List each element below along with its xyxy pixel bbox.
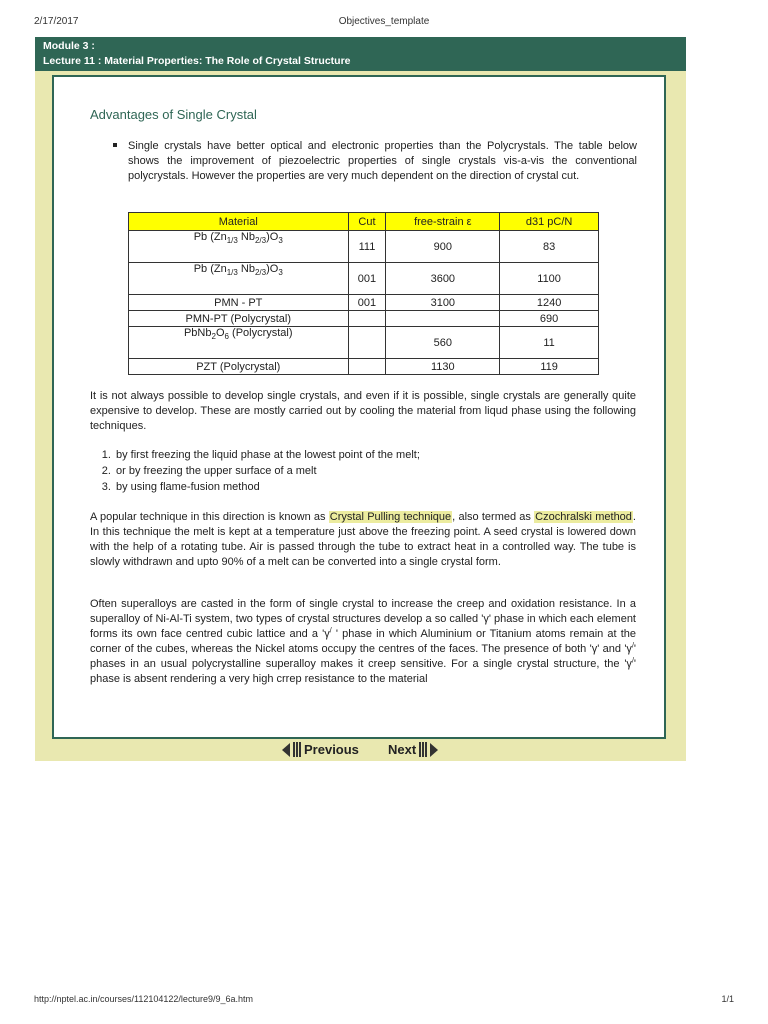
cell-material: $PbNb_2O_6$ (Polycrystal)	[129, 327, 349, 359]
link-crystal-pulling[interactable]: Crystal Pulling technique	[329, 511, 452, 523]
cell-d31: 119	[500, 359, 599, 375]
cell-cut: 001	[348, 263, 386, 295]
list-item: 1. by first freezing the liquid phase at the lowest point of the melt;	[114, 447, 660, 463]
cell-material: Pb ($Zn_{1/3}$ $Nb_{2/3})O_3$	[129, 263, 349, 295]
previous-button[interactable]	[282, 742, 359, 757]
header-cut: Cut	[348, 213, 386, 231]
header-d31: d31 pC/N	[500, 213, 599, 231]
print-header	[34, 16, 734, 30]
table-row	[129, 311, 599, 327]
page-url: http://nptel.ac.in/courses/112104122/lecture9/9_6a.htm	[34, 994, 253, 1004]
header-material: Material	[129, 213, 349, 231]
table-row	[129, 327, 599, 359]
next-button[interactable]	[388, 742, 438, 757]
cell-free-strain: 3600	[386, 263, 500, 295]
paragraph-crystal-pulling: A popular technique in this direction is known as Crystal Pulling technique, also termed as Czochralski method. In this technique the melt is kept at a temperature just above the freezing point. A seed crystal is lowered down with the help of a rotating tube. Air is passed through the tube to extract heat in a controlled way. The tube is slowly withdrawn and upto 90% of a melt can be converted into a single crystal form.	[90, 511, 636, 568]
print-footer	[34, 994, 734, 1008]
print-date: 2/17/2017	[34, 16, 79, 27]
cell-free-strain	[386, 311, 500, 327]
arrow-left-icon	[282, 743, 290, 757]
bullet-text: Single crystals have better optical and electronic properties than the Polycrystals. The table below shows the improvement of piezoelectric properties of single crystals vis-a-vis the conventional polycrystals. However the properties are very much dependent on the direction of crystal cut.	[128, 140, 637, 182]
cell-d31: 1240	[500, 295, 599, 311]
cell-d31: 11	[500, 327, 599, 359]
cell-free-strain: 3100	[386, 295, 500, 311]
table-row	[129, 231, 599, 263]
link-czochralski[interactable]: Czochralski method	[535, 511, 632, 523]
cell-cut: 001	[348, 295, 386, 311]
page-navigation	[282, 742, 442, 762]
cell-d31: 1100	[500, 263, 599, 295]
list-item: 3. by using flame-fusion method	[114, 479, 660, 495]
print-title: Objectives_template	[338, 16, 430, 27]
section-title: Advantages of Single Crystal	[90, 107, 257, 122]
paragraph-superalloys: Often superalloys are casted in the form of single crystal to increase the creep and oxidation resistance. In a superalloy of Ni-Al-Ti system, two types of crystal structures develop a so called 'γ' phase in which each element forms its own face centred cubic lattice and a 'γ/ ' phase in which Aluminium or Titanium atoms remain at the corner of the cubes, whereas the Nickel atoms occupy the centres of the faces. The presence of both 'γ' and 'γ/' phases in an usual polycrystalline superalloy makes it creep sensitive. For a single crystal structure, the 'γ/' phase is absent rendering a very high crrep resistance to the material	[90, 598, 637, 685]
cell-d31: 83	[500, 231, 599, 263]
table-row	[129, 263, 599, 295]
module-label: Module 3 :	[43, 40, 95, 52]
table-row	[129, 295, 599, 311]
cell-free-strain: 900	[386, 231, 500, 263]
paragraph-single-crystal-cost: It is not always possible to develop single crystals, and even if it is possible, single crystals are generally quite expensive to develop. These are mostly carried out by cooling the material from liqud phase using the following techniques.	[90, 390, 636, 432]
cell-free-strain: 1130	[386, 359, 500, 375]
cell-free-strain: 560	[386, 327, 500, 359]
cell-cut: 111	[348, 231, 386, 263]
header-free-strain: free-strain ε	[386, 213, 500, 231]
arrow-right-icon	[430, 743, 438, 757]
cell-material: PZT (Polycrystal)	[129, 359, 349, 375]
techniques-list	[90, 447, 660, 495]
bullet-marker	[113, 143, 117, 147]
next-label: Next	[388, 742, 417, 757]
bars-icon	[419, 742, 427, 757]
page-count: 1/1	[721, 994, 734, 1004]
cell-cut	[348, 359, 386, 375]
cell-material: PMN-PT (Polycrystal)	[129, 311, 349, 327]
lecture-title: Lecture 11 : Material Properties: The Role of Crystal Structure	[43, 55, 351, 67]
piezo-properties-table	[128, 212, 599, 375]
table-row	[129, 359, 599, 375]
previous-label: Previous	[304, 742, 359, 757]
module-banner	[35, 37, 686, 71]
cell-d31: 690	[500, 311, 599, 327]
bars-icon	[293, 742, 301, 757]
list-item: 2. or by freezing the upper surface of a melt	[114, 463, 660, 479]
cell-material: Pb ($Zn_{1/3}$ $Nb_{2/3})O_3$	[129, 231, 349, 263]
cell-cut	[348, 327, 386, 359]
cell-material: PMN - PT	[129, 295, 349, 311]
table-header-row	[129, 213, 599, 231]
bullet-item	[113, 139, 637, 184]
cell-cut	[348, 311, 386, 327]
